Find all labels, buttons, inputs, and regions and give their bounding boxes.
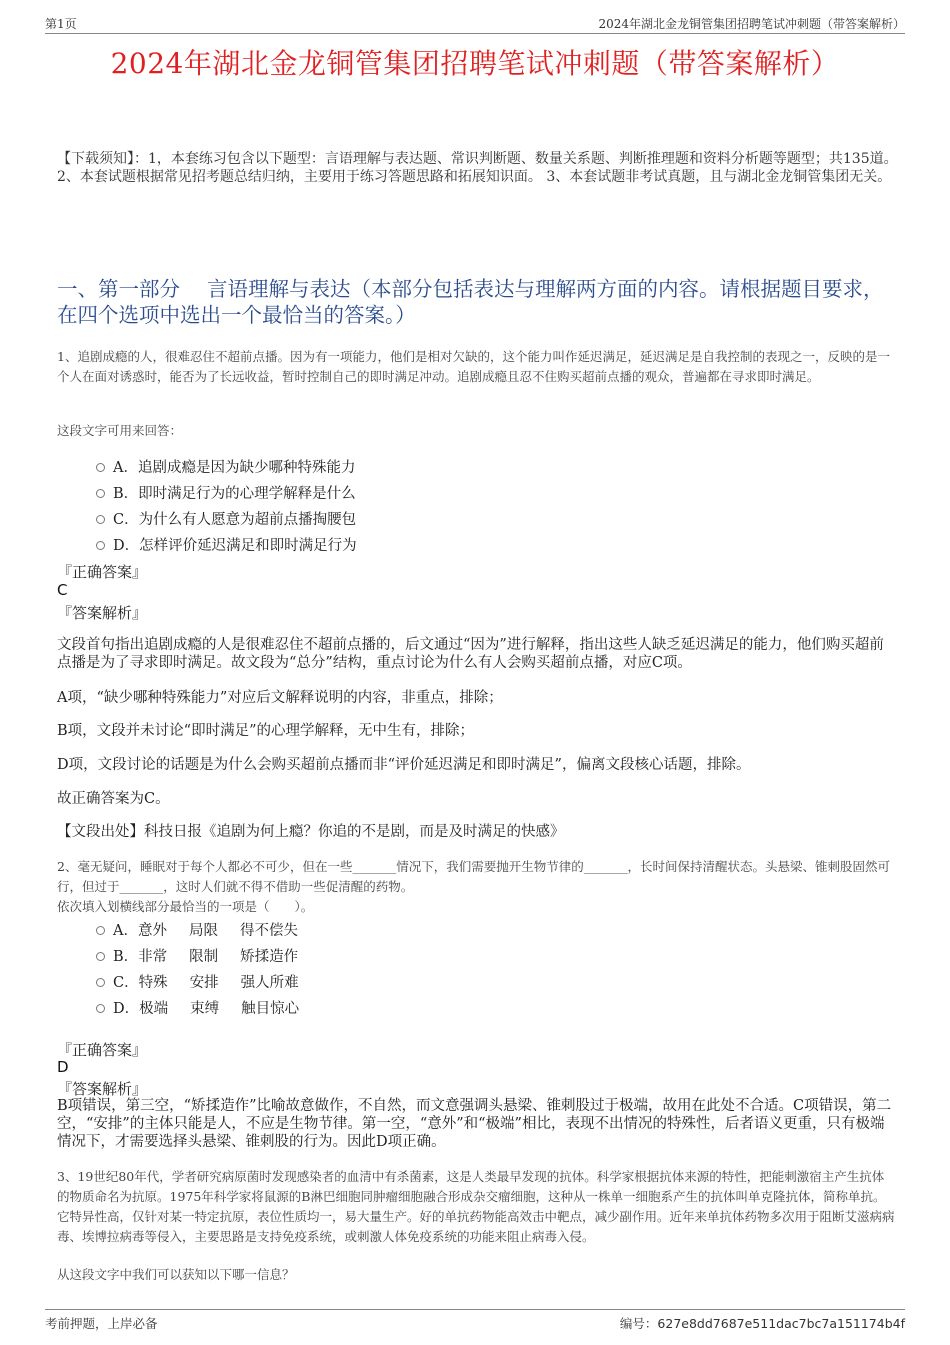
- q1-analysis-conclusion: 故正确答案为C。: [57, 791, 170, 807]
- radio-icon[interactable]: [96, 463, 105, 472]
- q1-analysis-d: D项，文段讨论的话题是为什么会购买超前点播而非“评价延迟满足和即时满足”，偏离文段核心话题，排除。: [57, 757, 751, 773]
- radio-icon[interactable]: [96, 978, 105, 987]
- q1-analysis-para: 文段首句指出追剧成瘾的人是很难忍住不超前点播的，后文通过“因为”进行解释，指出这些人缺乏延迟满足的能力，他们购买超前点播是为了寻求即时满足。故文段为“总分”结构，重点讨论为什么有人会购买超前点播，对应C项。: [57, 637, 884, 671]
- radio-icon[interactable]: [96, 926, 105, 935]
- question-3-text: 3、19世纪80年代，学者研究病原菌时发现感染者的血清中有杀菌素，这是人类最早发现的抗体。科学家根据抗体来源的特性，把能刺激宿主产生抗体的物质命名为抗原。1975年科学家将鼠源的B淋巴细胞同肿瘤细胞融合形成杂交瘤细胞，这种从一株单一细胞系产生的抗体叫单克隆抗体，简称单抗。它特异性高，仅针对某一特定抗原，表位性质均一，易大量生产。好的单抗药物能高效击中靶点，减少副作用。近年来单抗体药物多次用于阻断艾滋病病毒、埃博拉病毒等侵入，主要思路是支持免疫系统，或刺激人体免疫系统的功能来阻止病毒入侵。: [57, 1169, 895, 1244]
- q1-source: 【文段出处】科技日报《追剧为何上瘾？你追的不是剧，而是及时满足的快感》: [57, 824, 565, 840]
- q2-option-b[interactable]: B． 非常 限制 矫揉造作: [96, 945, 298, 966]
- q2-option-c[interactable]: C． 特殊 安排 强人所难: [96, 971, 299, 992]
- q2-analysis-label: 『答案解析』: [57, 1080, 148, 1098]
- q2-answer: D: [57, 1058, 69, 1076]
- download-notice: 【下载须知】：1，本套练习包含以下题型：言语理解与表达题、常识判断题、数量关系题、判断推理题和资料分析题等题型；共135道。 2、本套试题根据常见招考题总结归纳，主要用于练习答题思路和拓展知识面。 3、本套试题非考试真题，且与湖北金龙铜管集团无关。: [57, 151, 898, 185]
- radio-icon[interactable]: [96, 952, 105, 961]
- document-title: 2024年湖北金龙铜管集团招聘笔试冲刺题（带答案解析）: [110, 47, 840, 80]
- q1-option-d[interactable]: D．怎样评价延迟满足和即时满足行为: [96, 534, 357, 555]
- footer-slogan: 考前押题，上岸必备: [45, 1316, 158, 1331]
- header-doc-title: 2024年湖北金龙铜管集团招聘笔试冲刺题（带答案解析）: [598, 17, 905, 31]
- section-heading: 一、第一部分 言语理解与表达（本部分包括表达与理解两方面的内容。请根据题目要求，在四个选项中选出一个最恰当的答案。）: [57, 277, 884, 327]
- q2-option-d[interactable]: D． 极端 束缚 触目惊心: [96, 997, 299, 1018]
- footer-code: 编号：627e8dd7687e511dac7bc7a151174b4f: [619, 1316, 905, 1331]
- q1-analysis-label: 『答案解析』: [57, 604, 148, 622]
- radio-icon[interactable]: [96, 1004, 105, 1013]
- question-1-text: 1、追剧成瘾的人，很难忍住不超前点播。因为有一项能力，他们是相对欠缺的，这个能力叫作延迟满足，延迟满足是自我控制的表现之一，反映的是一个人在面对诱惑时，能否为了长远收益，暂时控制自己的即时满足冲动。追剧成瘾且忍不住购买超前点播的观众，普遍都在寻求即时满足。: [57, 349, 890, 384]
- q1-correct-label: 『正确答案』: [57, 563, 148, 581]
- q1-option-c[interactable]: C．为什么有人愿意为超前点播掏腰包: [96, 508, 356, 529]
- radio-icon[interactable]: [96, 541, 105, 550]
- q2-analysis: B项错误，第三空，“矫揉造作”比喻故意做作，不自然，而文意强调头悬梁、锥刺股过于极端，故用在此处不合适。C项错误，第二空，“安排”的主体只能是人，不应是生物节律。第一空，“意外”和“极端”相比，表现不出情况的特殊性，后者语义更重，只有极端情况下，才需要选择头悬梁、锥刺股的行为。因此D项正确。: [57, 1098, 892, 1150]
- question-3-prompt: 从这段文字中我们可以获知以下哪一信息？: [57, 1267, 295, 1282]
- header-divider: [45, 33, 905, 34]
- q1-answer: C: [57, 581, 68, 599]
- radio-icon[interactable]: [96, 489, 105, 498]
- q1-analysis-b: B项，文段并未讨论“即时满足”的心理学解释，无中生有，排除；: [57, 723, 474, 739]
- question-1-prompt: 这段文字可用来回答：: [57, 423, 183, 438]
- question-2-text: 2、毫无疑问，睡眠对于每个人都必不可少，但在一些_______情况下，我们需要抛开生物节律的_______，长时间保持清醒状态。头悬梁、锥刺股固然可行，但过于_______，这时人们就不得不借助一些促清醒的药物。: [57, 859, 890, 894]
- q2-option-a[interactable]: A． 意外 局限 得不偿失: [96, 919, 298, 940]
- q1-option-b[interactable]: B．即时满足行为的心理学解释是什么: [96, 482, 356, 503]
- q2-correct-label: 『正确答案』: [57, 1041, 148, 1059]
- question-2-prompt: 依次填入划横线部分最恰当的一项是（ ）。: [57, 899, 314, 914]
- radio-icon[interactable]: [96, 515, 105, 524]
- footer-divider: [45, 1309, 905, 1310]
- page-number: 第1页: [45, 17, 77, 31]
- q1-option-a[interactable]: A．追剧成瘾是因为缺少哪种特殊能力: [96, 456, 355, 477]
- q1-analysis-a: A项，“缺少哪种特殊能力”对应后文解释说明的内容，非重点，排除；: [57, 690, 503, 706]
